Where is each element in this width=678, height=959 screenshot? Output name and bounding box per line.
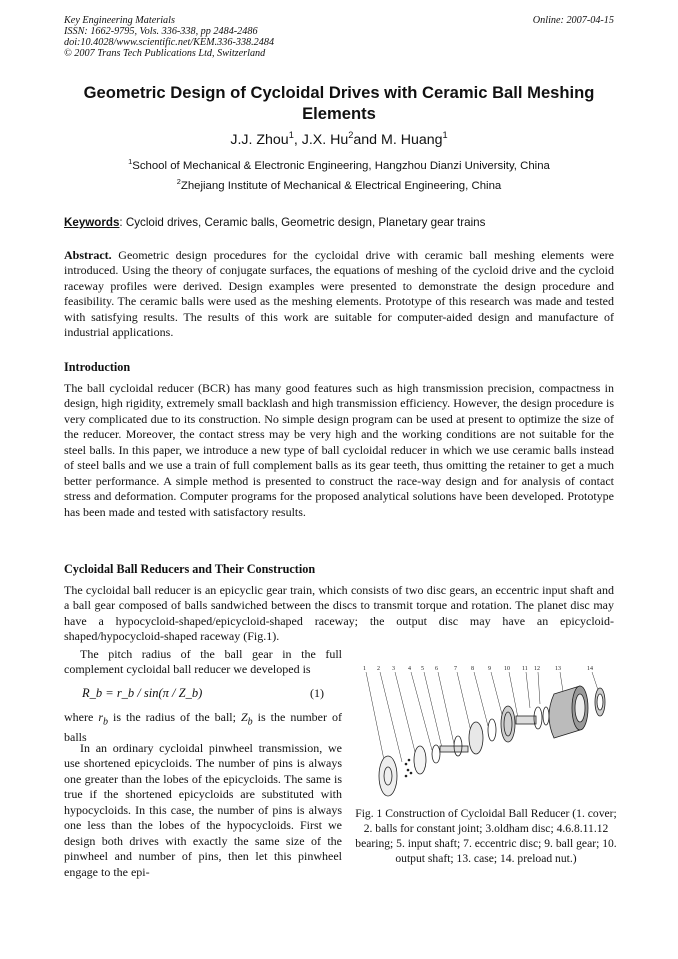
section-heading-introduction: Introduction bbox=[64, 360, 131, 374]
author-list bbox=[50, 129, 628, 148]
part-number-label: 7 bbox=[454, 666, 457, 672]
section-heading-construction: Cycloidal Ball Reducers and Their Construction bbox=[64, 562, 316, 576]
part-number-label: 11 bbox=[522, 666, 528, 672]
abstract bbox=[64, 248, 614, 341]
reducer-parts bbox=[379, 686, 605, 796]
var-symbol: Z bbox=[240, 710, 248, 724]
bearing bbox=[543, 707, 549, 725]
doi-line[interactable]: doi:10.4028/www.scientific.net/KEM.336-338.2484 bbox=[64, 37, 275, 48]
part-number-label: 5 bbox=[421, 666, 424, 672]
var-zb bbox=[240, 710, 253, 728]
var-rb bbox=[98, 710, 108, 728]
author-name: and M. Huang bbox=[353, 132, 443, 148]
affiliation-marker: 2 bbox=[348, 129, 354, 140]
oldham-disc bbox=[414, 746, 426, 774]
part-number-label: 1 bbox=[363, 666, 366, 672]
affiliation-marker: 1 bbox=[288, 129, 294, 140]
text-run: where bbox=[64, 710, 99, 724]
part-number-label: 13 bbox=[555, 666, 561, 672]
paper-title: Geometric Design of Cycloidal Drives with Ceramic Ball Meshing Elements bbox=[83, 83, 595, 123]
construction-paragraph: The cycloidal ball reducer is an epicyclic gear train, which consists of two disc gears, an eccentric input shaft and a ball gear composed of balls sandwiched between the discs to transmit torque and rotation. The planet disc may have a hypocycloid-shaped/epicycloid-shaped raceway; the output disc may have an epicycloid-shaped/hypocycloid-shaped raceway (Fig.1). bbox=[64, 583, 614, 644]
pinwheel-paragraph: In an ordinary cycloidal pinwheel transmission, we use shortened epicycloids. The number of pins is always one greater than the lobes of the epicycloids. The same is true if the shortened epicycloids are substituted with hypocycloids. In this case, the number of pins is always one less than the lobes of the hypocycloids. First we design both drives with exactly the same size of the pinwheel and number of pins, then let this pinwheel engage to the epi- bbox=[64, 741, 342, 879]
part-number-label: 10 bbox=[504, 666, 510, 672]
keywords-label: Keywords bbox=[64, 216, 120, 229]
part-number-label: 3 bbox=[392, 666, 395, 672]
ball-gear bbox=[501, 706, 515, 742]
part-number-label: 12 bbox=[534, 666, 540, 672]
affiliation-2 bbox=[30, 176, 648, 192]
abstract-label: Abstract. bbox=[64, 248, 112, 262]
online-date: Online: 2007-04-15 bbox=[532, 15, 614, 26]
copyright-line: © 2007 Trans Tech Publications Ltd, Switzerland bbox=[64, 48, 266, 59]
cover-disc bbox=[379, 756, 397, 796]
author-name: , J.X. Hu bbox=[293, 132, 349, 148]
figure-1 bbox=[354, 660, 618, 800]
affiliation-text: School of Mechanical & Electronic Engineering, Hangzhou Dianzi University, China bbox=[132, 160, 550, 172]
part-number-label: 6 bbox=[435, 666, 438, 672]
journal-header bbox=[64, 15, 404, 59]
joint-balls bbox=[405, 759, 413, 778]
var-symbol: r bbox=[98, 710, 103, 724]
bearing bbox=[432, 745, 440, 763]
output-shaft bbox=[516, 716, 536, 724]
text-run: is the radius of the ball; bbox=[108, 710, 241, 724]
var-subscript: b bbox=[103, 716, 108, 728]
case-bore bbox=[575, 694, 585, 722]
part-number-label: 14 bbox=[587, 666, 593, 672]
part-number-label: 9 bbox=[488, 666, 491, 672]
author-name: J.J. Zhou bbox=[230, 132, 289, 148]
abstract-text: Geometric design procedures for the cycloidal drive with ceramic ball meshing elements were introduced. Using the theory of conjugate surfaces, the equations of meshing of the cycloid drive and the cycloid raceway profiles were derived. Design examples were presented to demonstrate the design procedure and feasibility. The ceramic balls were used as the meshing elements. Prototype of this research was made and tested with satisfying results. The results of this work are suitable for computer-aided design and manufacture of industrial applications. bbox=[64, 248, 614, 340]
exploded-reducer-drawing bbox=[354, 660, 618, 800]
affiliation-marker: 1 bbox=[128, 156, 133, 166]
pitch-radius-paragraph: The pitch radius of the ball gear in the full complement cycloidal ball reducer we developed is bbox=[64, 647, 342, 677]
figure-part-numbers bbox=[363, 666, 593, 672]
bearing bbox=[488, 719, 496, 741]
variable-definition bbox=[64, 710, 342, 745]
text-run: is the number of balls bbox=[64, 710, 342, 744]
keywords-text: : Cycloid drives, Ceramic balls, Geometric design, Planetary gear trains bbox=[119, 216, 486, 229]
equation-1: R_b = r_b / sin(π / Z_b) bbox=[82, 686, 203, 700]
issn-line: ISSN: 1662-9795, Vols. 336-338, pp 2484-2486 bbox=[64, 26, 258, 37]
introduction-text: The ball cycloidal reducer (BCR) has many good features such as high transmission precision, compactness in design, high rigidity, extremely small backlash and high transmission efficiency. However, the design procedure is very complicated due to its construction. No simple design program can be used at present to optimize the size of the reducer. Moreover, the contact stress may be very high and the working conditions are not suitable for the steel balls. In this paper, we introduce a new type of ball cycloidal reducer in which we use ceramic balls instead of steel balls and we use a train of full complement balls as its gear teeth, thus omitting the retainer to get a much better performance. A simple method is presented to construct the race-way design and for analysis of contact stress and deformation. Computer programs for the proposed analytical solutions have been developed. Prototype has been made and tested with satisfactory results. bbox=[64, 381, 614, 519]
affiliation-1 bbox=[30, 156, 648, 172]
keywords bbox=[64, 216, 624, 229]
eccentric-disc bbox=[469, 722, 483, 754]
figure-caption: Fig. 1 Construction of Cycloidal Ball Reducer (1. cover; 2. balls for constant joint; 3.oldham disc; 4.6.8.11.12 bearing; 5. input shaft; 7. eccentric disc; 9. ball gear; 10. output shaft; 13. case; 14. preload nut.) bbox=[355, 807, 617, 865]
var-subscript: b bbox=[247, 716, 253, 728]
part-number-label: 8 bbox=[471, 666, 474, 672]
equation-number: (1) bbox=[310, 686, 324, 700]
part-number-label: 2 bbox=[377, 666, 380, 672]
part-number-label: 4 bbox=[408, 666, 411, 672]
affiliation-marker: 1 bbox=[442, 129, 448, 140]
journal-name: Key Engineering Materials bbox=[64, 15, 175, 26]
preload-nut-bore bbox=[597, 694, 603, 710]
affiliation-text: Zhejiang Institute of Mechanical & Electrical Engineering, China bbox=[180, 180, 502, 192]
affiliation-marker: 2 bbox=[176, 176, 181, 186]
